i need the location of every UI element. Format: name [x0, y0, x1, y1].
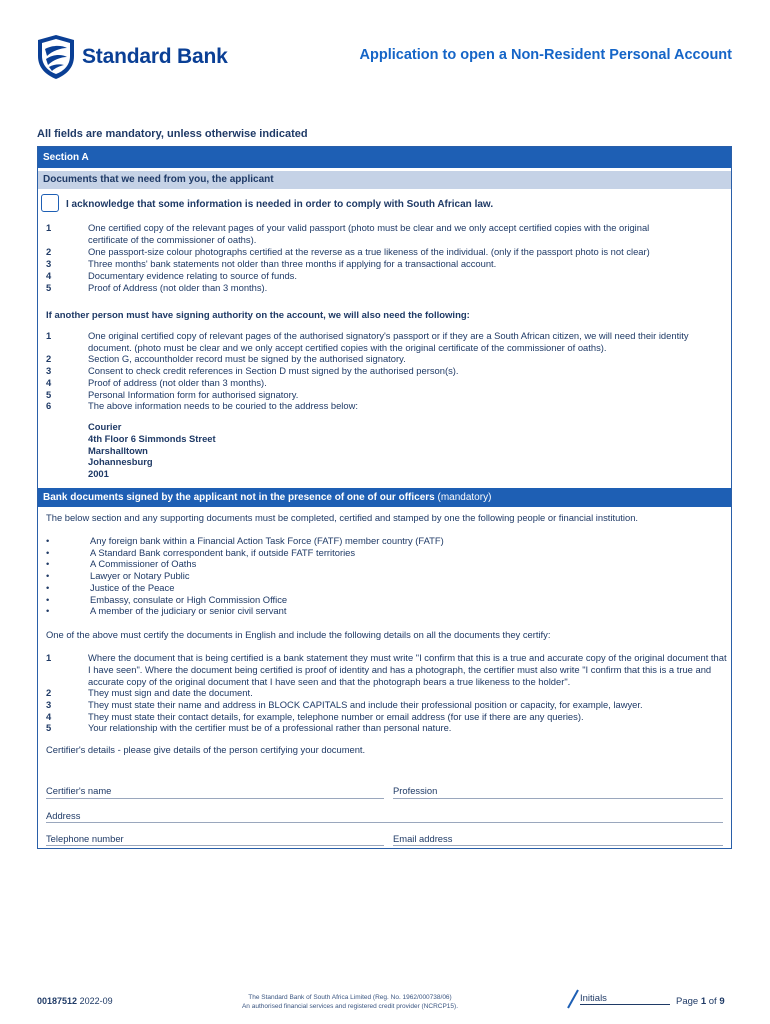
standard-bank-logo [36, 34, 228, 80]
item-number: 4 [46, 270, 52, 281]
courier-line: 2001 [88, 468, 109, 480]
item-text: Proof of address (not older than 3 months). [88, 377, 267, 388]
slash-divider-icon [566, 989, 580, 1009]
item-number: 1 [46, 222, 52, 233]
bullet: • [46, 605, 50, 616]
item-number: 2 [46, 246, 52, 257]
courier-line: 4th Floor 6 Simmonds Street [88, 432, 216, 444]
list-item [46, 722, 728, 734]
acknowledge-label: I acknowledge that some information is needed in order to comply with South African law. [66, 199, 494, 210]
item-text: A Standard Bank correspondent bank, if outside FATF territories [90, 547, 356, 558]
item-text: They must state their contact details, for example, telephone number or email address (for use if there are any queries). [88, 711, 584, 722]
bullet: • [46, 594, 50, 605]
item-text: Embassy, consulate or High Commission Office [90, 594, 288, 605]
bullet: • [46, 582, 50, 593]
list-item [46, 605, 685, 617]
section-a-header: Section A [38, 147, 731, 168]
form-number: 00187512 [37, 996, 78, 1006]
form-code [37, 996, 113, 1006]
list-item [46, 377, 683, 389]
email-field[interactable] [393, 845, 723, 846]
initials-label: Initials [580, 993, 607, 1004]
item-text: A member of the judiciary or senior civil servant [90, 605, 287, 616]
item-number: 2 [46, 687, 52, 698]
courier-address [88, 421, 216, 480]
list-item [46, 699, 728, 711]
telephone-label: Telephone number [46, 833, 124, 844]
email-label: Email address [393, 833, 453, 844]
acknowledge-checkbox[interactable] [41, 194, 59, 212]
item-text: One certified copy of the relevant pages of your valid passport (photo must be clear and we only accept certified copies with the original certificate of the commissioner of oaths). [88, 222, 650, 245]
item-text: Consent to check credit references in Section D must signed by the authorised person(s). [88, 365, 459, 376]
bank-documents-title: Bank documents signed by the applicant not in the presence of one of our officers [43, 492, 435, 503]
item-text: Personal Information form for authorised signatory. [88, 389, 299, 400]
documents-needed-header: Documents that we need from you, the applicant [38, 171, 731, 189]
item-text: Section G, accountholder record must be signed by the authorised signatory. [88, 353, 406, 364]
item-number: 1 [46, 330, 52, 341]
item-text: They must sign and date the document. [88, 687, 253, 698]
item-text: Justice of the Peace [90, 582, 175, 593]
item-number: 5 [46, 282, 52, 293]
certifier-name-label: Certifier's name [46, 785, 112, 796]
list-item [46, 652, 728, 687]
bank-documents-header [38, 488, 731, 507]
form-date: 2022-09 [79, 996, 113, 1006]
signing-authority-heading: If another person must have signing authority on the account, we will also need the following: [46, 310, 470, 321]
item-text: Where the document that is being certified is a bank statement they must write "I confirm that this is a true and accurate copy of the original document that I have seen". Where the document being certified is proof of identity and has a photograph, the certifier must also write "I confirm that this is a true and accurate copy of the original document that I have seen and that the photograph bears a true likeness to the holder". [88, 652, 727, 687]
certifier-intro: Certifier's details - please give details of the person certifying your document. [46, 744, 366, 755]
profession-field[interactable] [393, 798, 723, 799]
bullet: • [46, 558, 50, 569]
list-item [46, 246, 683, 258]
list-item [46, 270, 683, 282]
item-text: Three months' bank statements not older than three months if applying for a transactional account. [88, 258, 497, 269]
item-number: 3 [46, 365, 52, 376]
footer-legal-line: An authorised financial services and registered credit provider (NCRCP15). [241, 1003, 459, 1010]
page-word: Page [676, 996, 699, 1007]
list-item [46, 570, 685, 582]
page-current: 1 [700, 996, 707, 1007]
list-item [46, 330, 728, 354]
item-text: The above information needs to be couried to the address below: [88, 400, 358, 411]
certify-intro: One of the above must certify the documents in English and include the following details on all the documents they certify: [46, 629, 551, 640]
item-number: 3 [46, 699, 52, 710]
document-title: Application to open a Non-Resident Personal Account [359, 47, 732, 63]
item-text: One passport-size colour photographs certified at the reverse as a true likeness of the individual. (only if the passport photo is not clear) [88, 246, 650, 257]
item-text: Lawyer or Notary Public [90, 570, 190, 581]
page-total: 9 [719, 996, 725, 1007]
bullet: • [46, 570, 50, 581]
item-number: 6 [46, 400, 52, 411]
telephone-field[interactable] [46, 845, 384, 846]
item-number: 2 [46, 353, 52, 364]
item-text: Proof of Address (not older than 3 months). [88, 282, 268, 293]
item-number: 4 [46, 377, 52, 388]
item-number: 1 [46, 652, 52, 663]
item-text: A Commissioner of Oaths [90, 558, 197, 569]
item-number: 4 [46, 711, 52, 722]
item-number: 5 [46, 389, 52, 400]
list-item [46, 353, 683, 365]
list-item [46, 258, 683, 270]
item-text: Documentary evidence relating to source of funds. [88, 270, 297, 281]
item-text: One original certified copy of relevant pages of the authorised signatory's passport or if they are a South African citizen, we will need their identity document. (photo must be clear and we only accept certified copies with the original certificate of the commissioner of oaths). [88, 330, 689, 353]
page-indicator [676, 996, 725, 1007]
courier-line: Johannesburg [88, 456, 153, 468]
address-label: Address [46, 810, 81, 821]
item-number: 5 [46, 722, 52, 733]
footer-legal-line: The Standard Bank of South Africa Limited (Reg. No. 1962/000738/06) [248, 994, 452, 1001]
list-item [46, 222, 683, 246]
bank-docs-intro: The below section and any supporting documents must be completed, certified and stamped by one the following people or financial institution. [46, 512, 639, 523]
certifier-name-field[interactable] [46, 798, 384, 799]
courier-line: Courier [88, 421, 122, 432]
mandatory-note: All fields are mandatory, unless otherwise indicated [37, 128, 308, 140]
item-text: Your relationship with the certifier must be of a professional rather than personal nature. [88, 722, 452, 733]
list-item [46, 558, 685, 570]
item-text: They must state their name and address in BLOCK CAPITALS and include their professional position or capacity, for example, lawyer. [88, 699, 643, 710]
address-field[interactable] [46, 822, 723, 823]
initials-field[interactable] [580, 1004, 670, 1005]
page-of: of [708, 996, 717, 1007]
item-text: Any foreign bank within a Financial Action Task Force (FATF) member country (FATF) [90, 535, 444, 546]
bullet: • [46, 535, 50, 546]
profession-label: Profession [393, 785, 438, 796]
list-item [46, 535, 685, 547]
item-number: 3 [46, 258, 52, 269]
bullet: • [46, 547, 50, 558]
brand-name: Standard Bank [82, 45, 228, 68]
shield-logo-icon [36, 34, 76, 80]
list-item [46, 687, 728, 699]
courier-line: Marshalltown [88, 444, 148, 456]
list-item [46, 282, 683, 294]
list-item [46, 582, 685, 594]
bank-documents-note: (mandatory) [437, 492, 492, 503]
footer-legal [205, 993, 495, 1011]
list-item [46, 400, 683, 412]
list-item [46, 365, 683, 377]
